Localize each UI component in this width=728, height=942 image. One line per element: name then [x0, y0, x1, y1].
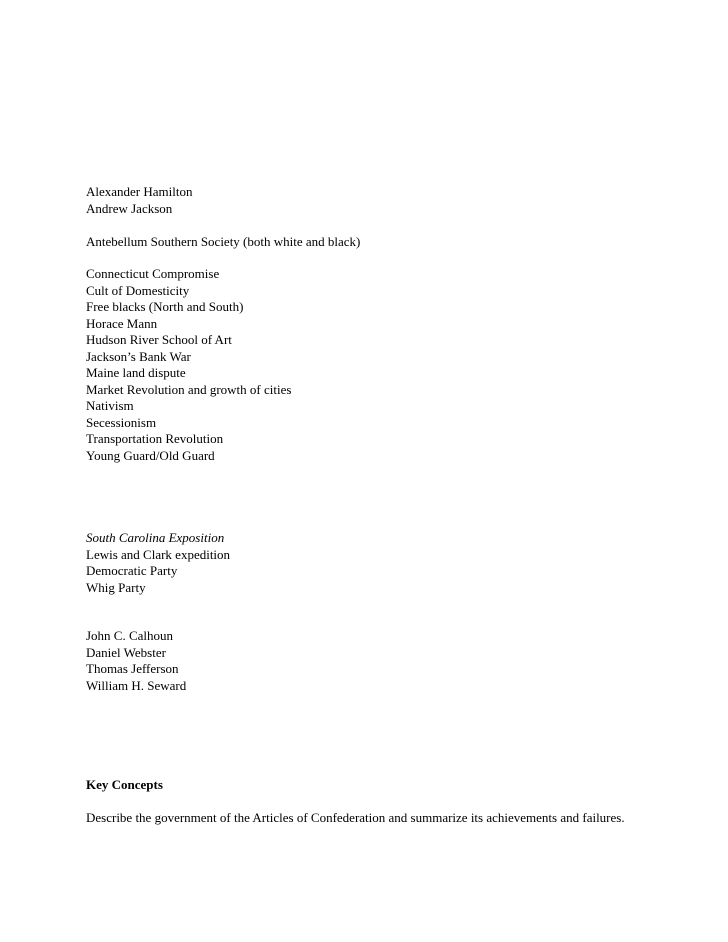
term-item: Antebellum Southern Society (both white and black)	[86, 234, 361, 249]
term-item-italic: South Carolina Exposition	[86, 530, 225, 545]
term-item: Thomas Jefferson	[86, 661, 179, 676]
term-item: Market Revolution and growth of cities	[86, 381, 292, 397]
term-item: Maine land dispute	[86, 365, 186, 380]
term-item: Democratic Party	[86, 563, 178, 578]
term-item: Transportation Revolution	[86, 431, 224, 446]
term-item: Whig Party	[86, 579, 146, 595]
term-item: Jackson’s Bank War	[86, 348, 191, 364]
term-item: Young Guard/Old Guard	[86, 447, 215, 463]
term-item: Connecticut Compromise	[86, 266, 220, 281]
term-item: Cult of Domesticity	[86, 282, 190, 298]
term-item: John C. Calhoun	[86, 628, 174, 643]
term-item: Horace Mann	[86, 315, 158, 331]
term-item: Nativism	[86, 398, 134, 413]
term-group-people-1	[86, 184, 646, 217]
term-item: William H. Seward	[86, 677, 187, 693]
term-group-people-2	[86, 628, 646, 694]
term-group-society	[86, 234, 646, 251]
key-concepts-heading: Key Concepts	[86, 777, 163, 792]
term-group-documents-parties	[86, 530, 646, 596]
term-group-topics	[86, 266, 646, 464]
term-item: Free blacks (North and South)	[86, 299, 244, 314]
term-item: Daniel Webster	[86, 644, 166, 660]
key-concepts-question-block	[86, 810, 646, 827]
key-concepts-section	[86, 777, 646, 794]
term-item: Lewis and Clark expedition	[86, 546, 231, 562]
key-concepts-question: Describe the government of the Articles of Confederation and summarize its achievements and failures.	[86, 810, 625, 825]
term-item: Alexander Hamilton	[86, 184, 193, 199]
term-item: Secessionism	[86, 414, 157, 430]
term-item: Andrew Jackson	[86, 200, 173, 216]
term-item: Hudson River School of Art	[86, 332, 232, 347]
